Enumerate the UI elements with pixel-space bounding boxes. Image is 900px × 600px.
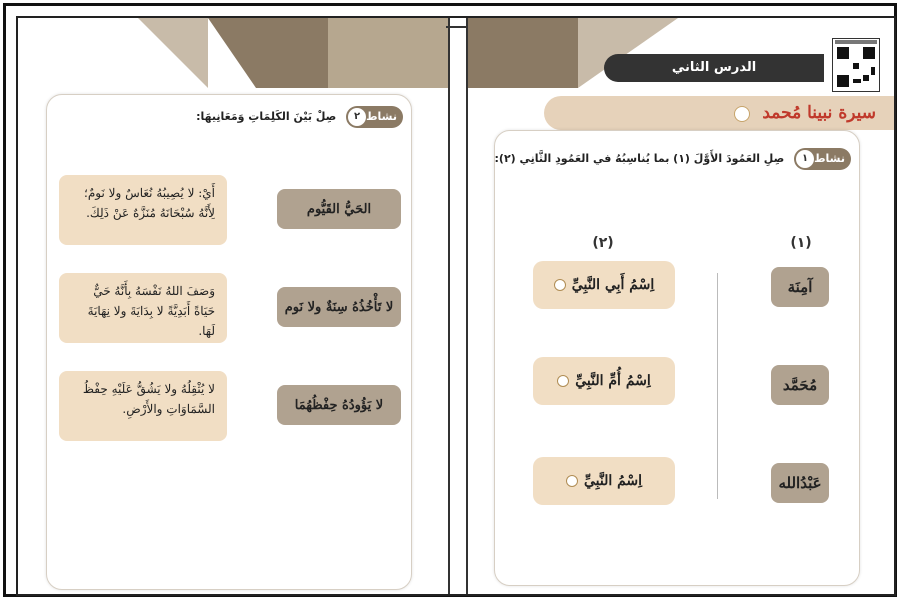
activity-header — [196, 105, 403, 129]
salawat-icon — [566, 475, 578, 487]
term-box[interactable]: لا يَؤُودُهُ حِفْظُهُمَا — [277, 385, 401, 425]
book-spine — [448, 18, 468, 594]
salawat-icon — [557, 375, 569, 387]
left-page — [18, 18, 448, 594]
right-page — [468, 18, 894, 594]
column-1-item[interactable]: مُحَمَّد — [771, 365, 829, 405]
column-1-header: (١) — [790, 235, 812, 251]
column-2-item[interactable] — [533, 357, 675, 405]
meaning-box[interactable]: أَيْ: لا يُصِيبُهُ نُعَاسٌ ولا نَومٌ؛ لِأَنَّهُ سُبْحَانَهُ مُنَزَّهٌ عَنْ ذَلِكَ. — [59, 175, 227, 245]
activity-badge — [346, 106, 403, 128]
salawat-icon — [734, 106, 750, 122]
column-divider — [717, 273, 718, 499]
meaning-box[interactable]: لا يُثْقِلُهُ ولا يَشُقُّ عَلَيْهِ حِفْظُ السَّمَاوَاتِ والأَرْضِ. — [59, 371, 227, 441]
decorative-shape — [468, 18, 578, 88]
decorative-shape — [138, 18, 208, 88]
activity-instruction: صِلِ العَمُودَ الأَوَّلَ (١) بما يُناسِبُهُ في العَمُودِ الثَّانِي (٢): — [494, 152, 785, 165]
book-spread — [16, 16, 896, 596]
activity-card-1 — [494, 130, 860, 586]
column-1-item[interactable]: عَبْدُالله — [771, 463, 829, 503]
column-2-item-label: اِسْمُ أَبِي النَّبِيِّ — [571, 277, 655, 293]
column-2-item[interactable] — [533, 261, 675, 309]
activity-instruction: صِلْ بَيْنَ الكَلِمَاتِ وَمَعَانِيهَا: — [196, 110, 337, 123]
activity-card-2 — [46, 94, 412, 590]
decorative-shape — [208, 18, 328, 88]
decorative-shape — [328, 18, 448, 88]
salawat-icon — [554, 279, 566, 291]
lesson-title-bar — [544, 96, 894, 130]
spine-marker — [446, 26, 470, 28]
activity-badge-label: نشاط — [814, 152, 845, 165]
column-1-item[interactable]: آمِنَة — [771, 267, 829, 307]
activity-header — [495, 147, 852, 171]
column-2-item-label: اِسْمُ أُمِّ النَّبِيِّ — [575, 373, 651, 389]
term-box[interactable]: لا تَأْخُذُهُ سِنَةٌ ولا نَوم — [277, 287, 401, 327]
term-box[interactable]: الحَيُّ القَيُّوم — [277, 189, 401, 229]
activity-badge-label: نشاط — [366, 110, 397, 123]
activity-badge — [794, 148, 851, 170]
qr-code-icon[interactable] — [832, 38, 880, 92]
column-2-header: (٢) — [592, 235, 614, 251]
document-frame — [3, 3, 897, 597]
lesson-label: الدرس الثاني — [604, 54, 824, 82]
activity-number: ١ — [796, 150, 814, 168]
column-2-item[interactable] — [533, 457, 675, 505]
activity-number: ٢ — [348, 108, 366, 126]
lesson-title: سيرة نبينا مُحمد — [762, 103, 876, 123]
meaning-box[interactable]: وَصَفَ اللهُ نَفْسَهُ بِأَنَّهُ حَيٌّ حَيَاةً أَبَدِيَّةً لا بِدَايَةَ ولا نِهَايَةَ لَهَا. — [59, 273, 227, 343]
column-2-item-label: اِسْمُ النَّبِيِّ — [583, 473, 643, 489]
